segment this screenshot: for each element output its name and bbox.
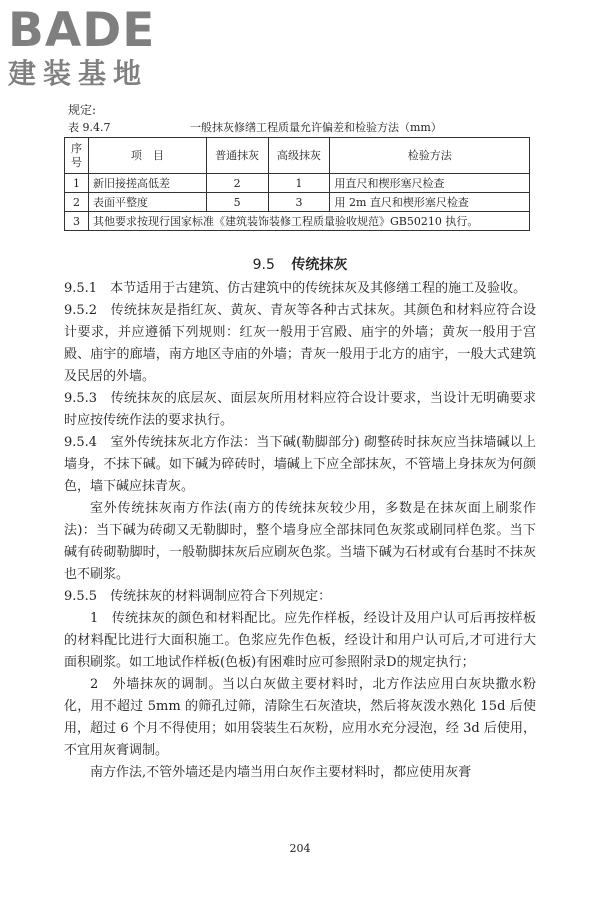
section-title: 传统抹灰 bbox=[291, 257, 348, 273]
section-number: 9.5 bbox=[252, 257, 275, 273]
page-number: 204 bbox=[289, 842, 311, 855]
header-item: 项 目 bbox=[88, 138, 206, 174]
header-method: 检验方法 bbox=[330, 138, 530, 174]
logo bbox=[8, 3, 188, 90]
cell-advanced: 1 bbox=[268, 174, 330, 193]
cell-index: 2 bbox=[65, 193, 89, 212]
table-number: 表 9.4.7 bbox=[68, 121, 111, 134]
header-advanced: 高级抹灰 bbox=[268, 138, 330, 174]
clause-9-5-5: 9.5.5 传统抹灰的材料调制应符合下列规定： bbox=[64, 589, 332, 604]
table-header-row bbox=[65, 138, 530, 174]
cell-index: 1 bbox=[65, 174, 89, 193]
clause-9-5-4: 9.5.4 室外传统抹灰北方作法：当下碱(勒脚部分) 砌整砖时抹灰应当抹墙碱以上墙身，不抹下碱。如下碱为碎砖时，墙碱上下应全部抹灰，不管墙上身抹灰为何颜色，墙下碱应抹青灰。 bbox=[64, 435, 536, 494]
table-row bbox=[65, 174, 530, 193]
cell-method: 用 2m 直尺和楔形塞尺检查 bbox=[330, 193, 530, 212]
clause-9-5-1: 9.5.1 本节适用于古建筑、仿古建筑中的传统抹灰及其修缮工程的施工及验收。 bbox=[64, 281, 527, 296]
tolerance-table bbox=[64, 137, 530, 231]
cell-index: 3 bbox=[65, 212, 89, 231]
cell-item: 新旧接搓高低差 bbox=[88, 174, 206, 193]
leading-text: 规定: bbox=[68, 103, 97, 117]
body-text bbox=[64, 278, 536, 784]
clause-9-5-2: 9.5.2 传统抹灰是指红灰、黄灰、青灰等各种古式抹灰。其颜色和材料应符合设计要求，并应遵循下列规则：红灰一般用于宫殿、庙宇的外墙；黄灰一般用于宫殿、庙宇的廊墙，南方地区寺庙的外墙；青灰一般用于北方的庙宇，一般大式建筑及民居的外墙。 bbox=[64, 303, 536, 384]
clause-9-5-5-item-1: 1 传统抹灰的颜色和材料配比。应先作样板，经设计及用户认可后再按样板的材料配比进行大面积施工。色浆应先作色板，经设计和用户认可后,才可进行大面积刷浆。如工地试作样板(色板)有困难时应可参照附录D的规定执行； bbox=[64, 611, 536, 670]
cell-ordinary: 5 bbox=[206, 193, 268, 212]
cell-item: 表面平整度 bbox=[88, 193, 206, 212]
table-note-row bbox=[65, 212, 530, 231]
header-ordinary: 普通抹灰 bbox=[206, 138, 268, 174]
clause-9-5-5-south: 南方作法,不管外墙还是内墙当用白灰作主要材料时，都应使用灰膏 bbox=[90, 765, 472, 780]
table-title: 一般抹灰修缮工程质量允许偏差和检验方法（mm） bbox=[190, 121, 442, 134]
cell-advanced: 3 bbox=[268, 193, 330, 212]
table-note: 其他要求按现行国家标准《建筑装饰装修工程质量验收规范》GB50210 执行。 bbox=[88, 212, 529, 231]
clause-9-5-3: 9.5.3 传统抹灰的底层灰、面层灰所用材料应符合设计要求，当设计无明确要求时应按传统作法的要求执行。 bbox=[64, 391, 536, 428]
table-row bbox=[65, 193, 530, 212]
logo-brand: BADE bbox=[8, 3, 156, 58]
section-heading bbox=[0, 254, 600, 274]
clause-9-5-5-item-2: 2 外墙抹灰的调制。当以白灰做主要材料时，北方作法应用白灰块撒水粉化，用不超过 5mm 的筛孔过筛，清除生石灰渣块，然后将灰泼水熟化 15d 后使用，超过 6 个月不得使用；如用袋装生石灰粉，应用水充分浸泡，经 3d 后使用，不宜用灰膏调制。 bbox=[64, 677, 536, 758]
cell-ordinary: 2 bbox=[206, 174, 268, 193]
cell-method: 用直尺和楔形塞尺检查 bbox=[330, 174, 530, 193]
logo-subtitle: 建装基地 bbox=[8, 57, 149, 90]
header-index: 序号 bbox=[65, 138, 89, 174]
clause-9-5-4-south: 室外传统抹灰南方作法(南方的传统抹灰较少用，多数是在抹灰面上刷浆作法)：当下碱为砖砌又无勒脚时，整个墙身应全部抹同色灰浆或刷同样色浆。当下碱有砖砌勒脚时，一般勒脚抹灰后应刷灰色浆。当墙下碱为石材或有台基时不抹灰也不刷浆。 bbox=[64, 501, 536, 582]
